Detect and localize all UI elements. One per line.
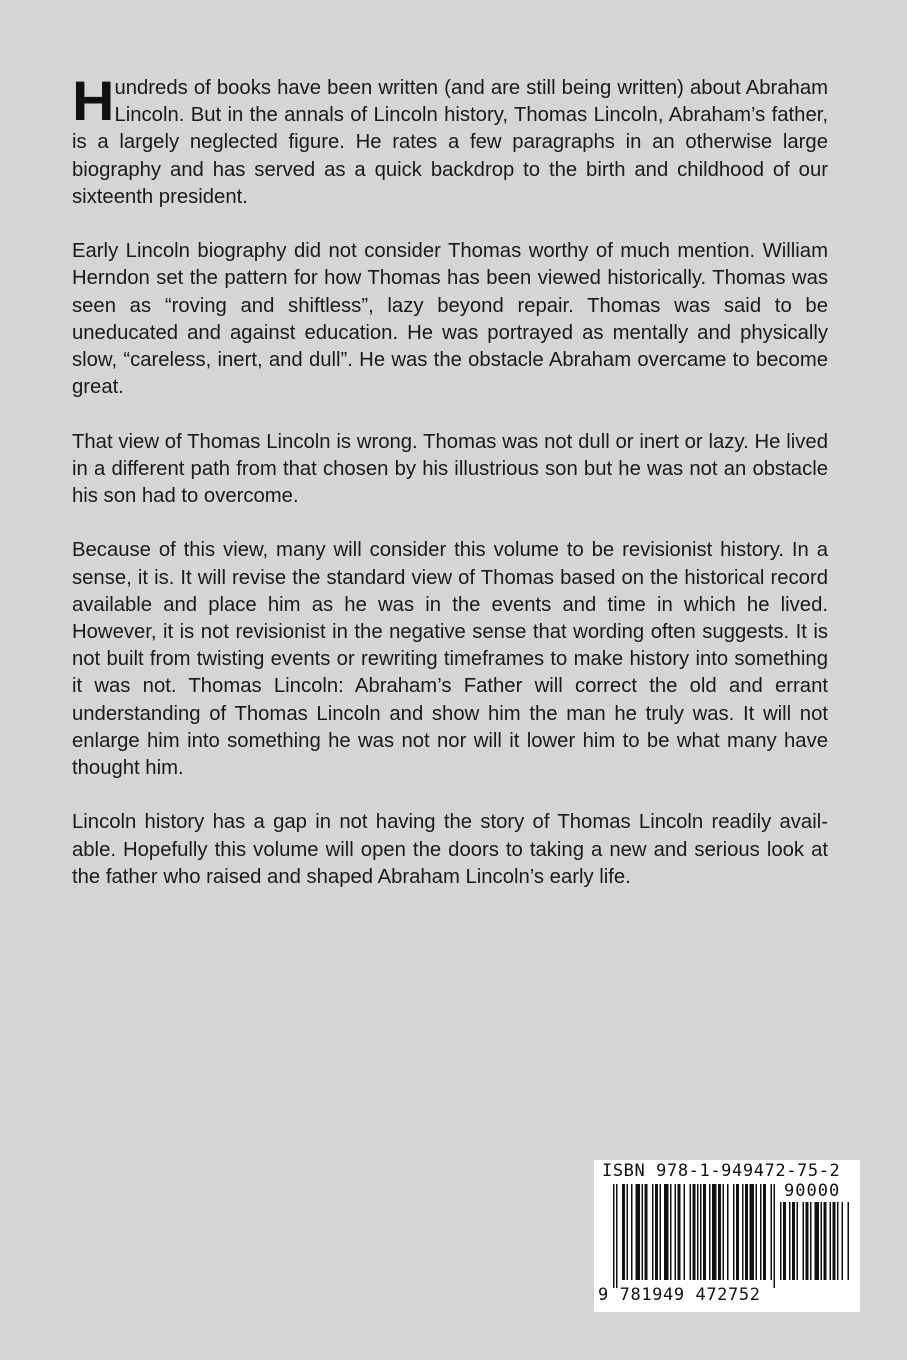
- paragraph-2: Early Lincoln biography did not consider Thomas worthy of much mention. William Herndon set the pattern for how Thomas has been viewed historically. Thomas was seen as “roving and shiftless”, lazy beyond repair. Thomas was said to be uneducated and against education. He was portrayed as mentally and physically slow, “careless, inert, and dull”. He was the obstacle Abraham overcame to become great.: [72, 240, 828, 399]
- paragraph-3: That view of Thomas Lincoln is wrong. Thomas was not dull or inert or lazy. He lived in a different path from that chosen by his illustrious son but he was not an obstacle his son had to overcome.: [72, 430, 828, 508]
- price-code: 90000: [784, 1181, 841, 1201]
- back-cover-blurb: [72, 69, 828, 918]
- ean-digits: 9 781949 472752: [598, 1285, 761, 1305]
- paragraph-4: Because of this view, many will consider this volume to be revisionist history. In a sense, it is. It will revise the standard view of Thomas based on the historical record available and place him as he was in the events and time in which he lived. However, it is not revisionist in the negative sense that wording often suggests. It is not built from twisting events or rewriting timeframes to make history into something it was not. Thomas Lincoln: Abraham’s Father will correct the old and errant understanding of Thomas Lincoln and show him the man he truly was. It will not enlarge him into something he was not nor will it lower him to be what many have thought him.: [72, 539, 828, 780]
- paragraph-5: Lincoln history has a gap in not having the story of Thomas Lincoln readily available. Hopefully this volume will open the doors to taking a new and serious look at the father who raised and shaped Abraham Lincoln’s early life.: [72, 811, 828, 888]
- isbn-barcode: [594, 1160, 860, 1312]
- paragraph-1: [72, 69, 828, 211]
- paragraph-1-text: undreds of books have been written (and are still being written) about Abraham Lincoln. But in the annals of Lincoln history, Thomas Lincoln, Abraham’s father, is a largely neglected figure. He rates a few paragraphs in an otherwise large biography and has served as a quick backdrop to the birth and childhood of our sixteenth president.: [72, 77, 828, 208]
- ean-barcode-bars: [613, 1184, 778, 1288]
- addon-barcode-bars: [780, 1202, 850, 1280]
- drop-cap-letter: H: [72, 69, 115, 132]
- isbn-label: ISBN 978-1-949472-75-2: [602, 1161, 841, 1181]
